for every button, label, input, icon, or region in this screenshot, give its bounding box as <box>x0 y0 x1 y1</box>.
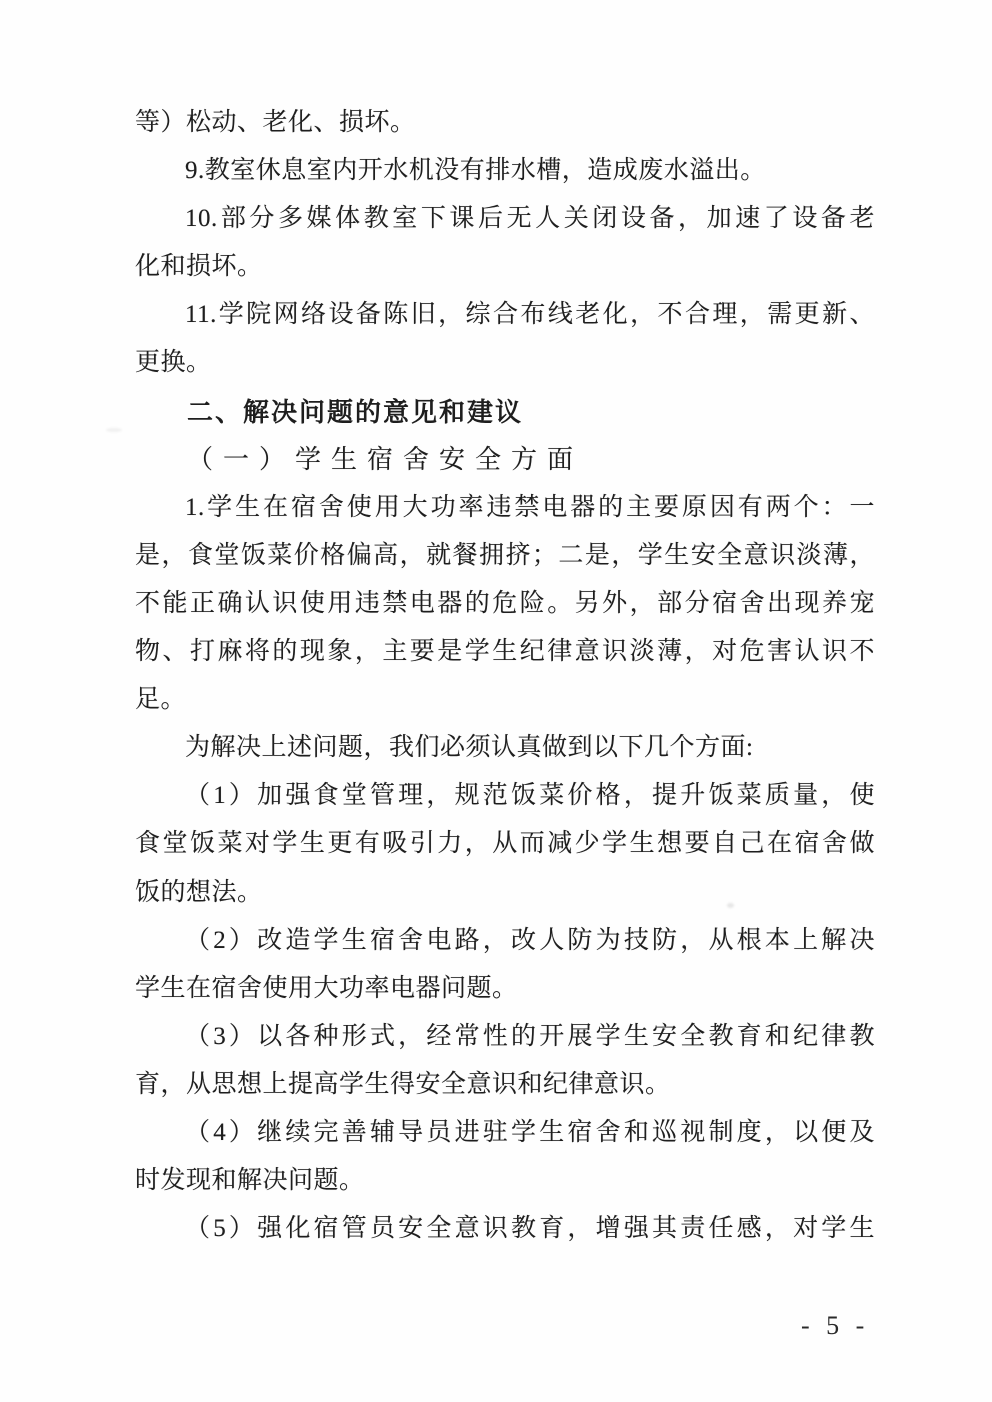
text-line: 物、打麻将的现象，主要是学生纪律意识淡薄，对危害认识不 <box>135 638 875 666</box>
text-line: 是，食堂饭菜价格偏高，就餐拥挤；二是，学生安全意识淡薄， <box>135 541 875 569</box>
section-heading: 二、解决问题的意见和建议 <box>187 396 524 427</box>
text-line: 更换。 <box>135 349 212 377</box>
text-line: 等）松动、老化、损坏。 <box>135 109 416 136</box>
subsection-heading: （一）学生宿舍安全方面 <box>187 444 584 474</box>
text-line: 足。 <box>135 686 187 714</box>
text-block <box>135 99 875 1253</box>
text-line: 11.学院网络设备陈旧，综合布线老化，不合理，需更新、 <box>185 301 875 329</box>
text-line: 不能正确认识使用违禁电器的危险。另外，部分宿舍出现养宠 <box>135 589 875 617</box>
text-line: （1）加强食堂管理，规范饭菜价格，提升饭菜质量，使 <box>185 782 875 810</box>
text-line: （2）改造学生宿舍电路，改人防为技防，从根本上解决 <box>185 926 875 954</box>
text-line: （4）继续完善辅导员进驻学生宿舍和巡视制度，以便及 <box>185 1118 875 1146</box>
text-line: 1.学生在宿舍使用大功率违禁电器的主要原因有两个：一 <box>185 493 875 521</box>
text-line: （3）以各种形式，经常性的开展学生安全教育和纪律教 <box>185 1022 875 1050</box>
scan-artifact <box>106 428 122 432</box>
page-number: - 5 - <box>801 1311 870 1340</box>
text-line: （5）强化宿管员安全意识教育，增强其责任感，对学生 <box>185 1215 875 1243</box>
text-line: 饭的想法。 <box>135 878 263 906</box>
text-line: 10.部分多媒体教室下课后无人关闭设备，加速了设备老 <box>185 205 875 233</box>
text-line: 食堂饭菜对学生更有吸引力，从而减少学生想要自己在宿舍做 <box>135 830 875 858</box>
text-line: 化和损坏。 <box>135 253 263 281</box>
scan-artifact <box>727 903 734 908</box>
text-line: 育，从思想上提高学生得安全意识和纪律意识。 <box>135 1070 671 1098</box>
text-line: 为解决上述问题，我们必须认真做到以下几个方面: <box>185 734 754 762</box>
text-line: 学生在宿舍使用大功率电器问题。 <box>135 974 518 1002</box>
text-line: 9.教室休息室内开水机没有排水槽，造成废水溢出。 <box>185 157 766 185</box>
text-line: 时发现和解决问题。 <box>135 1167 365 1195</box>
